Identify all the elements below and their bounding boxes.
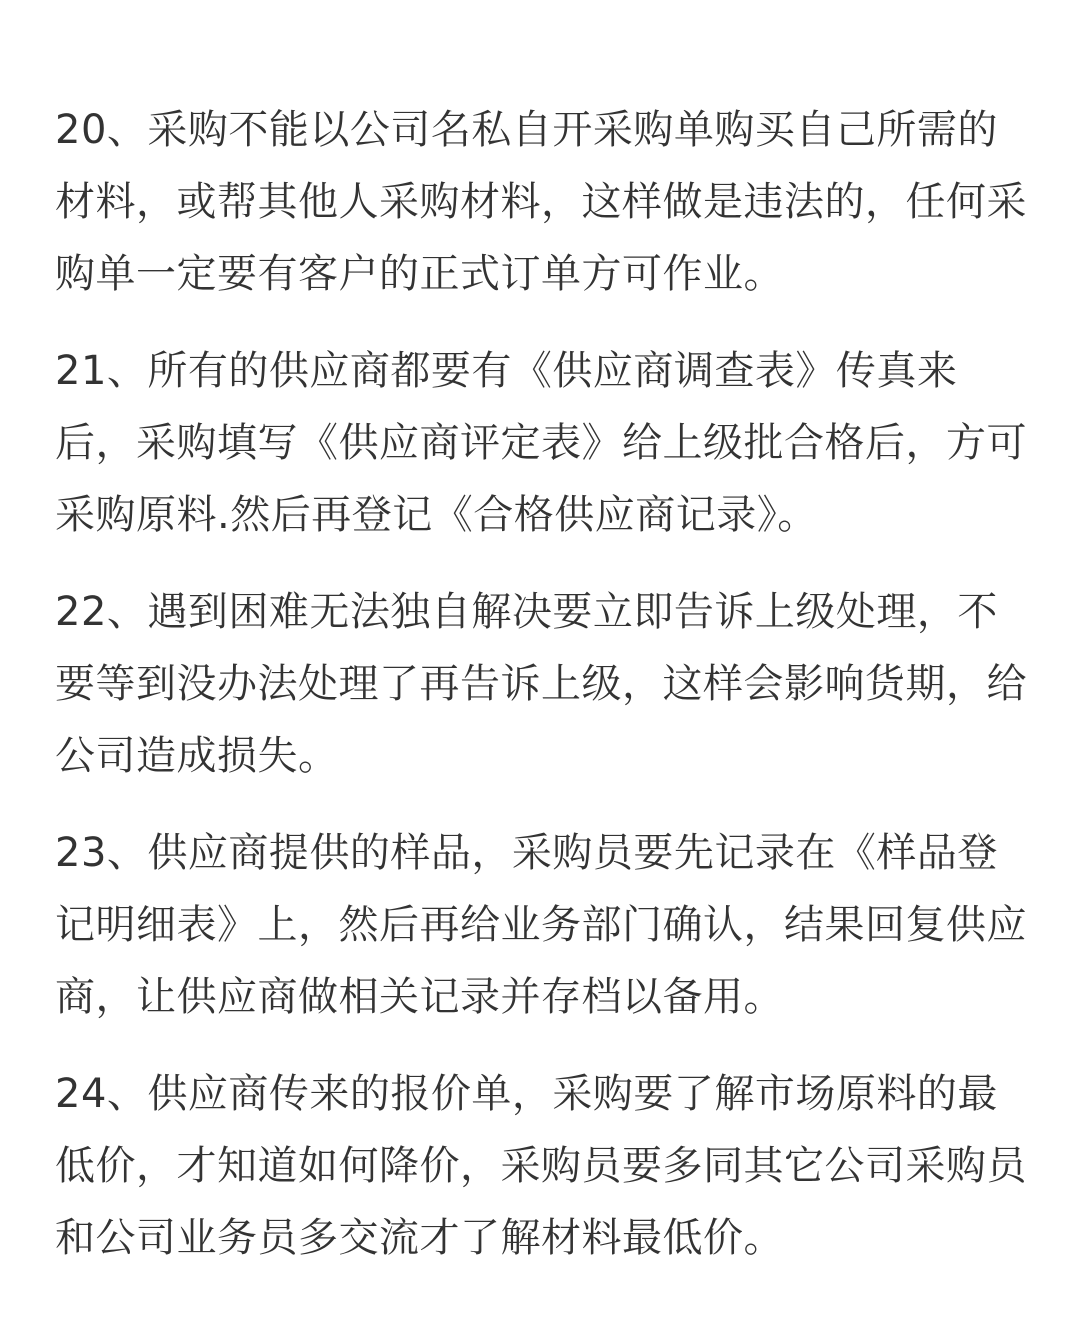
paragraph-21 — [55, 335, 1030, 551]
text-line: 公司造成损失。 — [55, 733, 339, 779]
paragraph-24 — [55, 1058, 1030, 1274]
text-line: 材料，或帮其他人采购材料，这样做是违法的，任何采 — [55, 179, 1027, 225]
text-line: 和公司业务员多交流才了解材料最低价。 — [55, 1215, 784, 1261]
text-line: 商，让供应商做相关记录并存档以备用。 — [55, 974, 784, 1020]
text-line: 20、采购不能以公司名私自开采购单购买自己所需的 — [55, 107, 998, 153]
paragraph-20 — [55, 94, 1030, 310]
text-line: 22、遇到困难无法独自解决要立即告诉上级处理，不 — [55, 589, 998, 635]
text-line: 要等到没办法处理了再告诉上级，这样会影响货期，给 — [55, 661, 1027, 707]
text-line: 记明细表》上，然后再给业务部门确认，结果回复供应 — [55, 902, 1027, 948]
text-line: 采购原料.然后再登记《合格供应商记录》。 — [55, 492, 818, 538]
article-body — [55, 94, 1030, 1299]
text-line: 低价，才知道如何降价，采购员要多同其它公司采购员 — [55, 1143, 1027, 1189]
text-line: 购单一定要有客户的正式订单方可作业。 — [55, 251, 784, 297]
text-line: 24、供应商传来的报价单，采购要了解市场原料的最 — [55, 1071, 998, 1117]
text-line: 后，采购填写《供应商评定表》给上级批合格后，方可 — [55, 420, 1027, 466]
paragraph-22 — [55, 576, 1030, 792]
paragraph-23 — [55, 817, 1030, 1033]
text-line: 21、所有的供应商都要有《供应商调查表》传真来 — [55, 348, 958, 394]
text-line: 23、供应商提供的样品，采购员要先记录在《样品登 — [55, 830, 998, 876]
